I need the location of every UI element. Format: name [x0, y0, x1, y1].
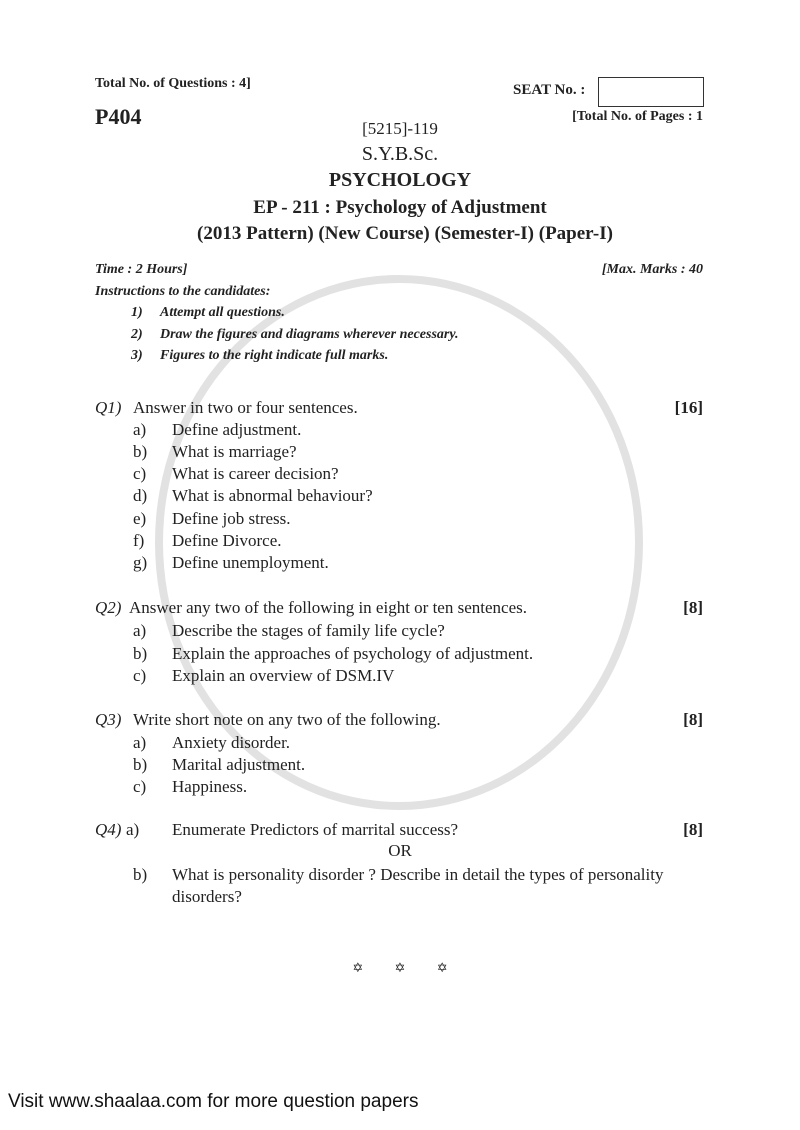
sub-question [95, 441, 703, 463]
question-text: Answer any two of the following in eight or ten sentences. [129, 598, 527, 617]
sub-letter: a) [133, 621, 147, 640]
sub-letter: d) [133, 486, 148, 505]
question-4 [95, 819, 703, 841]
question-label: Q3) [95, 710, 122, 729]
sub-letter: a) [133, 733, 147, 752]
sub-question [95, 754, 703, 776]
sub-text: disorders? [172, 887, 242, 906]
sub-text: What is career decision? [172, 464, 339, 483]
sub-question [95, 485, 703, 507]
sub-question-continued [95, 886, 703, 908]
sub-letter: c) [133, 464, 147, 483]
sub-text: What is marriage? [172, 442, 297, 461]
sub-text: Define job stress. [172, 509, 291, 528]
footer-link-text: Visit www.shaalaa.com for more question papers [8, 1091, 419, 1112]
question-marks: [16] [674, 398, 703, 417]
sub-text: Marital adjustment. [172, 755, 306, 774]
sub-text: Anxiety disorder. [172, 733, 291, 752]
paper-code: P404 [95, 104, 142, 129]
question-1 [95, 397, 703, 419]
sub-text: Define adjustment. [172, 420, 302, 439]
sub-letter: f) [133, 531, 145, 550]
sub-text: Define unemployment. [172, 553, 329, 572]
instruction-text: Figures to the right indicate full marks. [160, 348, 389, 363]
sub-question [95, 732, 703, 754]
question-label: Q1) [95, 398, 122, 417]
time: Time : 2 Hours] [95, 262, 188, 277]
sub-letter: b) [133, 755, 148, 774]
sub-question [95, 776, 703, 798]
sub-question [95, 419, 703, 441]
sub-text: Define Divorce. [172, 531, 282, 550]
sub-text: Enumerate Predictors of marrital success? [172, 820, 459, 839]
question-text: Write short note on any two of the following. [133, 710, 441, 729]
question-marks: [8] [683, 820, 703, 839]
instructions-title: Instructions to the candidates: [95, 284, 271, 299]
seat-label: SEAT No. : [513, 82, 586, 98]
sub-letter: g) [133, 553, 148, 572]
sub-question [95, 864, 703, 886]
sub-question [95, 508, 703, 530]
total-pages: [Total No. of Pages : 1 [572, 109, 703, 124]
question-marks: [8] [683, 598, 703, 617]
end-marks-icon: ✡ ✡ ✡ [352, 960, 462, 975]
instruction-num: 3) [131, 348, 143, 363]
sub-text: Explain the approaches of psychology of adjustment. [172, 644, 534, 663]
pattern: (2013 Pattern) (New Course) (Semester-I) (Paper-I) [197, 223, 613, 244]
sub-question [95, 643, 703, 665]
sub-letter: b) [133, 644, 148, 663]
question-label: Q2) [95, 598, 122, 617]
sub-letter: b) [133, 442, 148, 461]
sub-letter: c) [133, 777, 147, 796]
instruction-text: Attempt all questions. [160, 305, 285, 320]
question-2 [95, 597, 703, 619]
total-questions: Total No. of Questions : 4] [95, 76, 251, 91]
instruction-num: 1) [131, 305, 143, 320]
course: S.Y.B.Sc. [361, 143, 439, 165]
question-marks: [8] [683, 710, 703, 729]
max-marks: [Max. Marks : 40 [601, 262, 703, 277]
seat-number-box [598, 77, 704, 107]
sub-question [95, 665, 703, 687]
sub-text: Describe the stages of family life cycle? [172, 621, 445, 640]
sub-question [95, 552, 703, 574]
sub-letter: a) [133, 420, 147, 439]
question-text: Answer in two or four sentences. [133, 398, 358, 417]
instruction-text: Draw the figures and diagrams wherever necessary. [160, 327, 459, 342]
sub-letter: e) [133, 509, 147, 528]
sub-text: What is abnormal behaviour? [172, 486, 373, 505]
exam-code: [5215]-119 [362, 119, 438, 138]
sub-text: What is personality disorder ? Describe in detail the types of personality [172, 865, 664, 884]
sub-question [95, 463, 703, 485]
sub-letter: b) [133, 865, 148, 884]
sub-question [95, 620, 703, 642]
sub-letter: c) [133, 666, 147, 685]
sub-text: Happiness. [172, 777, 248, 796]
sub-letter: a) [126, 820, 140, 839]
question-3 [95, 709, 703, 731]
subject: PSYCHOLOGY [328, 169, 472, 191]
sub-question [95, 530, 703, 552]
paper-title: EP - 211 : Psychology of Adjustment [253, 197, 547, 218]
sub-text: Explain an overview of DSM.IV [172, 666, 395, 685]
or-separator: OR [388, 841, 412, 860]
instruction-num: 2) [131, 327, 143, 342]
question-label: Q4) [95, 820, 122, 839]
